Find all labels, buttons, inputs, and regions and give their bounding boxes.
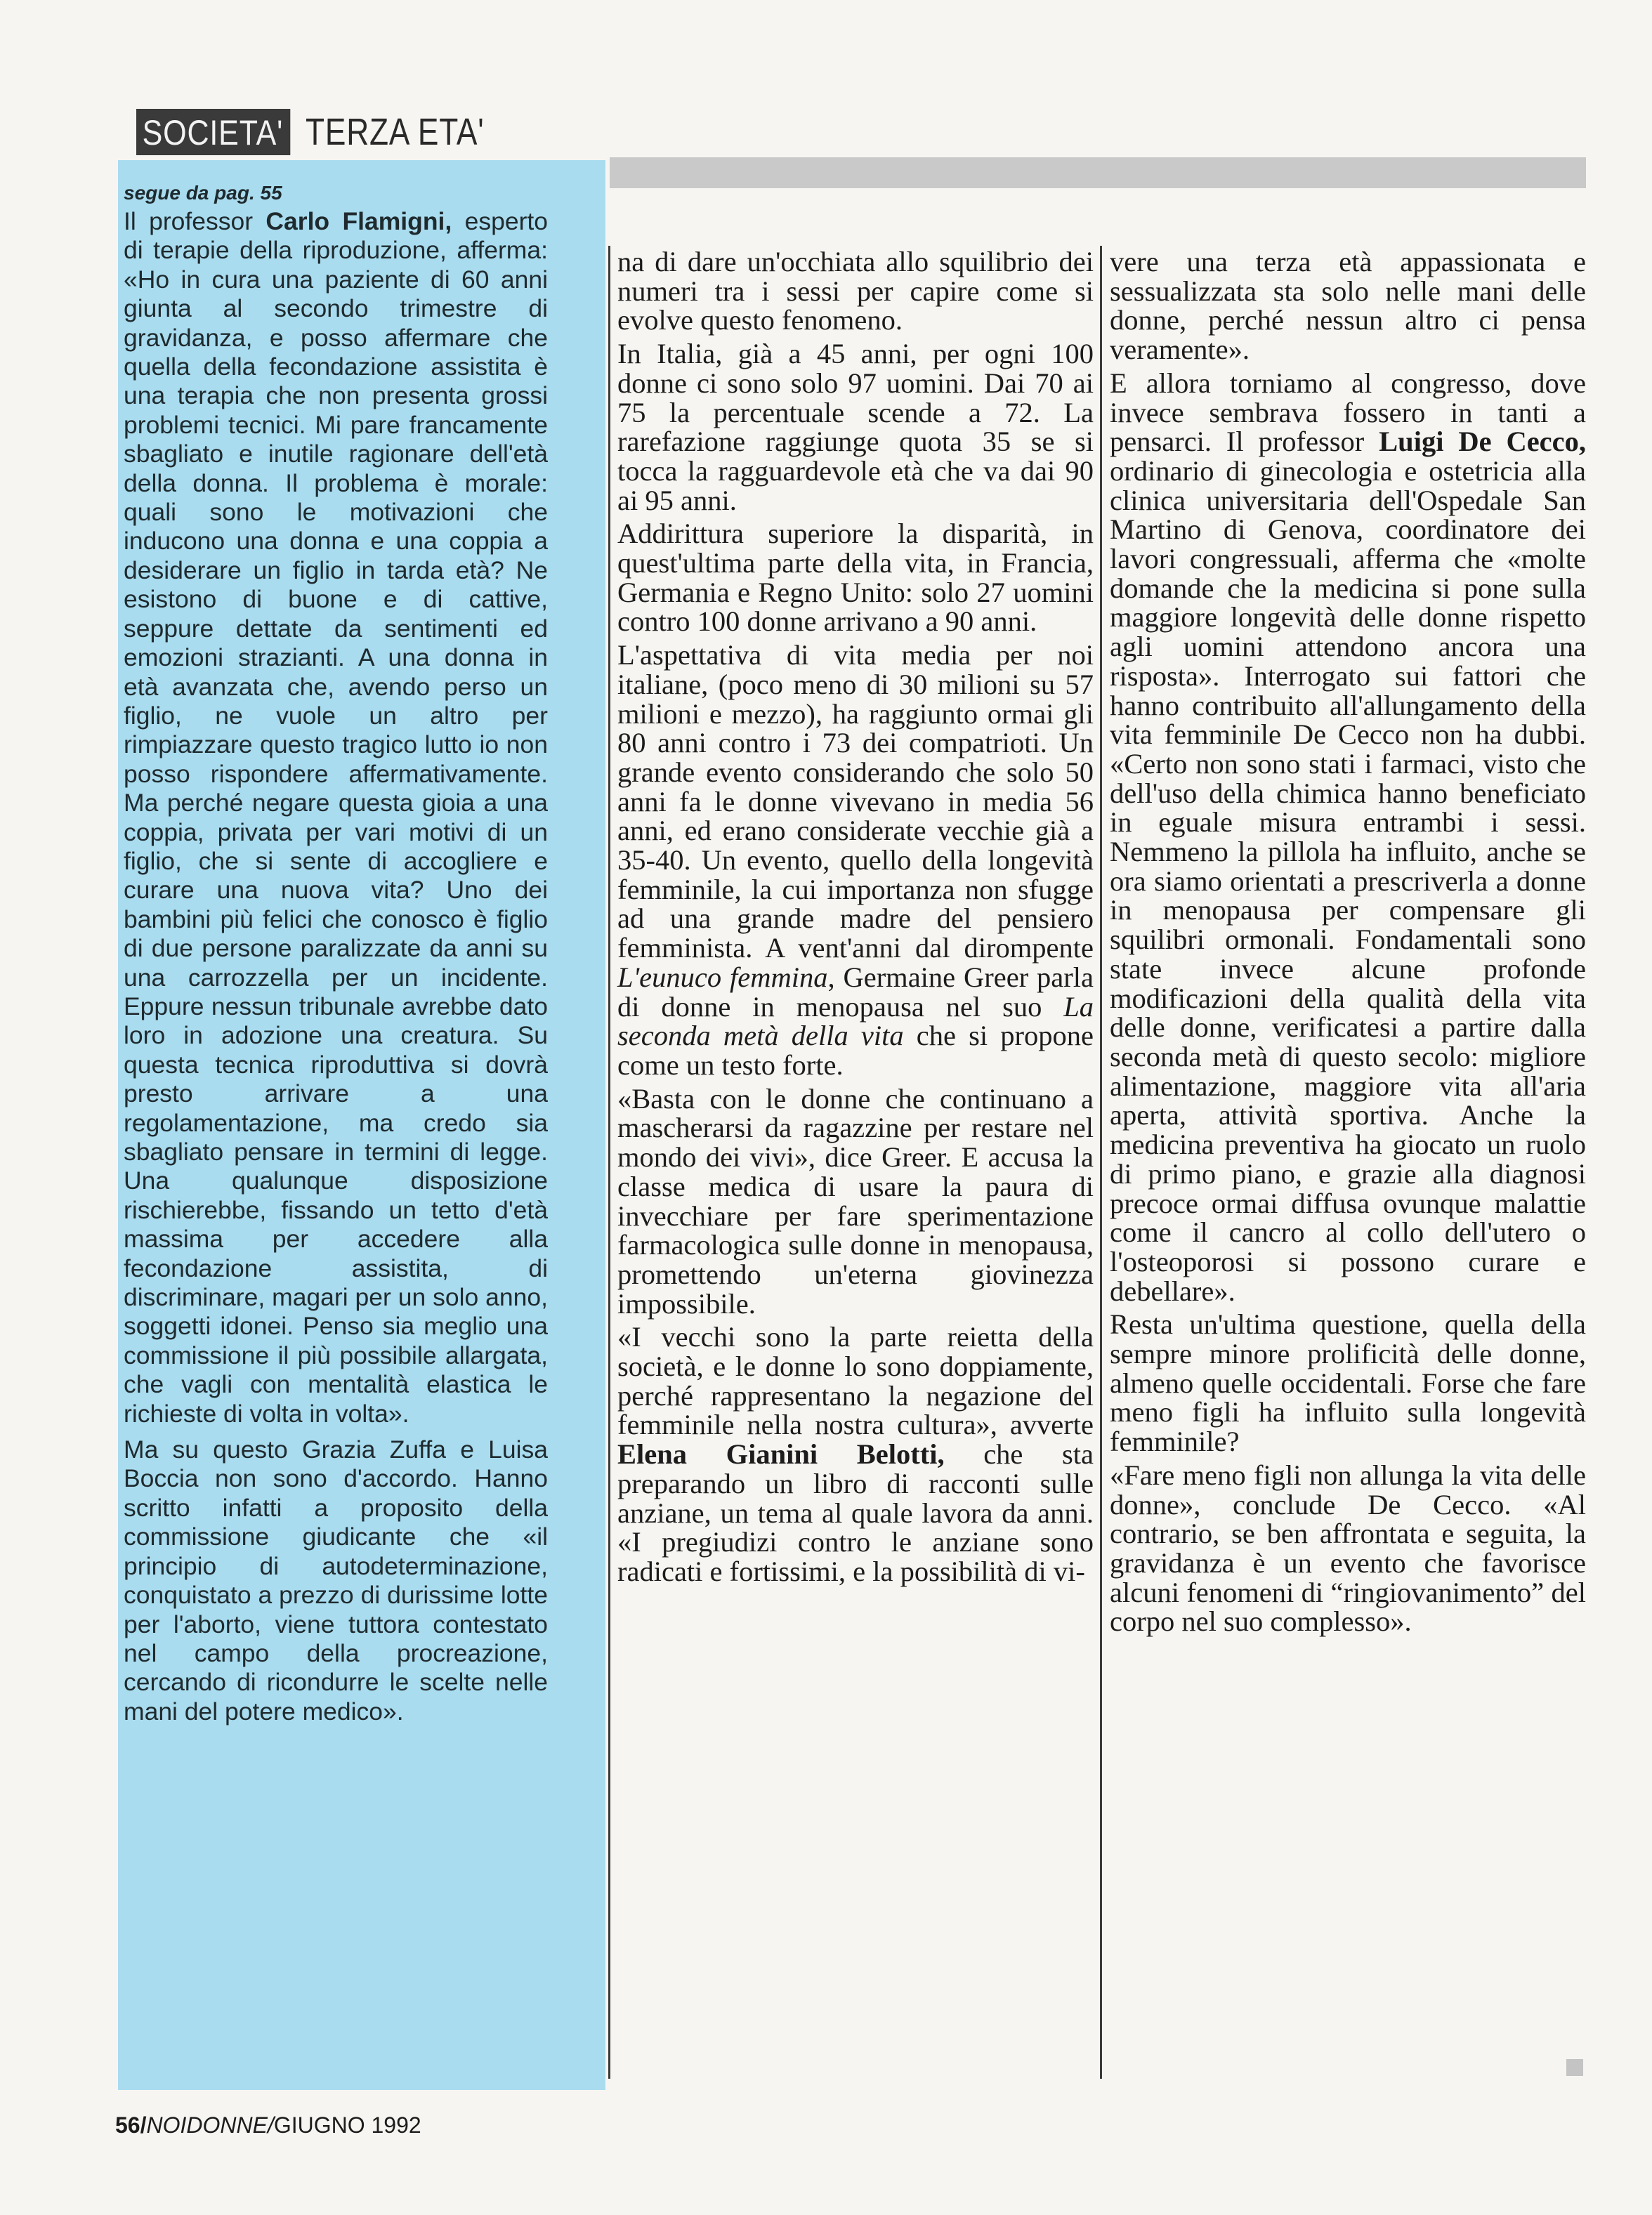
column-rule xyxy=(608,246,610,2079)
paragraph: na di dare un'occhiata allo squilibrio dei numeri tra i sessi per capire come si evolve questo fenomeno. xyxy=(617,246,1094,336)
sidebar-paragraph: Ma su questo Grazia Zuffa e Luisa Boccia non sono d'accordo. Hanno scritto infatti a proposito della commissione giudicante che «il principio di autodeterminazione, conquistato a prezzo di durissime lotte per l'aborto, viene tuttora contestato nel campo della procreazione, cercando di ricondurre le scelte nelle mani del potere medico». xyxy=(124,1435,548,1726)
magazine-name: NOIDONNE/ xyxy=(146,2112,274,2138)
sidebar-paragraph xyxy=(124,207,548,1428)
paragraph: vere una terza età appassionata e sessualizzata sta solo nelle mani delle donne, perché nessun altro ci pensa veramente». xyxy=(1110,246,1586,366)
text-run: , Germaine Greer parla di donne in menopausa nel suo xyxy=(617,961,1094,1023)
person-name: Carlo Flamigni, xyxy=(266,207,452,235)
page-number: 56/ xyxy=(115,2112,147,2138)
text-run: «I vecchi sono la parte reietta della società, e le donne lo sono doppiamente, perché rappresentano la negazione del femminile nella nostra cultura», avverte xyxy=(617,1321,1094,1441)
paragraph: «Basta con le donne che continuano a mascherarsi da ragazzine per restare nel mondo dei vivi», dice Greer. E accusa la classe medica di usare la paura di invecchiare per fare sperimentazione farmacologica sulle donne in menopausa, promettendo un'eterna giovinezza impossibile. xyxy=(617,1082,1094,1320)
paragraph: Addirittura superiore la disparità, in quest'ultima parte della vita, in Francia, Germania e Regno Unito: solo 27 uomini contro 100 donne arrivano a 90 anni. xyxy=(617,518,1094,638)
section-header xyxy=(136,107,524,157)
article-column-1 xyxy=(617,247,1094,1586)
column-rule xyxy=(1100,246,1102,2079)
text-run: che sta preparando un libro di racconti sulle anziane, un tema al quale lavora da anni. «I pregiudizi contro le anziane sono radicati e fortissimi, e la possibilità di vi- xyxy=(617,1438,1094,1587)
text-run: E allora torniamo al congresso, dove invece sembrava fossero in tanti a pensarci. Il professor xyxy=(1110,367,1586,458)
article-column-2 xyxy=(1110,247,1586,1636)
paragraph: «Fare meno figli non allunga la vita delle donne», conclude De Cecco. «Al contrario, se ben affrontata e seguita, la gravidanza è un evento che favorisce alcuni fenomeni di “ringiovanimento” del corpo nel suo complesso». xyxy=(1110,1459,1586,1638)
paragraph: Resta un'ultima questione, quella della sempre minore prolificità delle donne, almeno quelle occidentali. Forse che fare meno figli ha influito sulla longevità femminile? xyxy=(1110,1308,1586,1458)
continued-from: segue da pag. 55 xyxy=(124,182,282,204)
book-title: La seconda metà della vita xyxy=(617,990,1094,1052)
issue-date: GIUGNO 1992 xyxy=(273,2112,421,2138)
paragraph xyxy=(617,640,1094,1080)
text-run: che si propone come un testo forte. xyxy=(617,1020,1094,1081)
text-run: L'aspettativa di vita media per noi italiane, (poco meno di 30 milioni su 57 milioni e mezzo), ha raggiunto ormai gli 80 anni contro i 73 dei compatrioti. Un grande evento considerando che solo 50 anni fa le donne vivevano in media 56 anni, ed erano considerate vecchie già a 35-40. Un evento, quello della longevità femminile, la cui importanza non sfugge ad una grande madre del pensiero femminista. A vent'anni dal dirompente xyxy=(617,639,1094,964)
page-footer xyxy=(115,2112,421,2138)
subsection-label: TERZA ETA' xyxy=(306,111,485,153)
person-name: Luigi De Cecco, xyxy=(1379,426,1586,458)
text-run: ordinario di ginecologia e ostetricia alla clinica universitaria dell'Ospedale San Martino di Genova, coordinatore dei lavori congressuali, afferma che «molte domande che la medicina si pone sulla maggiore longevità delle donne rispetto agli uomini attendono ancora una risposta». Interrogato sui fattori che hanno contribuito all'allungamento della vita femminile De Cecco non ha dubbi. «Certo non sono stati i farmaci, visto che dell'uso della chimica hanno beneficiato in eguale misura entrambi i sessi. Nemmeno la pillola ha influito, anche se ora siamo orientati a prescriverla a donne in menopausa per compensare gli squilibri ormonali. Fondamentali sono state invece alcune profonde modificazioni della qualità della vita delle donne, verificatesi a partire dalla seconda metà di questo secolo: migliore alimentazione, maggiore vita all'aria aperta, attività sportiva. Anche la medicina preventiva ha giocato un ruolo di primo piano, e grazie alla diagnosi precoce ormai diffusa ovunque malattie come il cancro al collo dell'utero o l'osteoporosi si possono curare e debellare». xyxy=(1110,454,1586,1307)
book-title: L'eunuco femmina xyxy=(617,961,828,993)
end-of-article-mark xyxy=(1566,2059,1583,2076)
sidebar-text xyxy=(124,179,548,1726)
top-grey-bar xyxy=(610,157,1586,188)
paragraph: In Italia, già a 45 anni, per ogni 100 donne ci sono solo 97 uomini. Dai 70 ai 75 la percentuale scende a 72. La rarefazione raggiunge quota 35 se si tocca la ragguardevole età che va dai 90 ai 95 anni. xyxy=(617,338,1094,516)
text-run: esperto di terapie della riproduzione, afferma: «Ho in cura una paziente di 60 anni giunta al secondo trimestre di gravidanza, e posso affermare che quella della fecondazione assistita è una terapia che non presenta grossi problemi tecnici. Mi pare francamente sbagliato e inutile ragionare dell'età della donna. Il problema è morale: quali sono le motivazioni che inducono una donna e una coppia a desiderare un figlio in tarda età? Ne esistono di buone e di cattive, seppure dettate da sentimenti ed emozioni strazianti. A una donna in età avanzata che, avendo perso un figlio, ne vuole un altro per rimpiazzare questo tragico lutto io non posso rispondere affermativamente. Ma perché negare questa gioia a una coppia, privata per vari motivi di un figlio, che si sente di accogliere e curare una nuova vita? Uno dei bambini più felici che conosco è figlio di due persone paralizzate da anni su una carrozzella per un incidente. Eppure nessun tribunale avrebbe dato loro in adozione una creatura. Su questa tecnica riproduttiva si dovrà presto arrivare a una regolamentazione, ma credo sia sbagliato pensare in termini di legge. Una qualunque disposizione rischierebbe, fissando un tetto d'età massima per accedere alla fecondazione assistita, di discriminare, magari per un solo anno, soggetti idonei. Penso sia meglio una commissione il più possibile allargata, che vagli con mentalità elastica le richieste di volta in volta». xyxy=(124,207,548,1428)
text-run: Il professor xyxy=(124,207,266,235)
paragraph xyxy=(617,1322,1094,1586)
section-label: SOCIETA' xyxy=(136,109,291,155)
paragraph xyxy=(1110,369,1586,1306)
person-name: Elena Gianini Belotti, xyxy=(617,1438,945,1471)
